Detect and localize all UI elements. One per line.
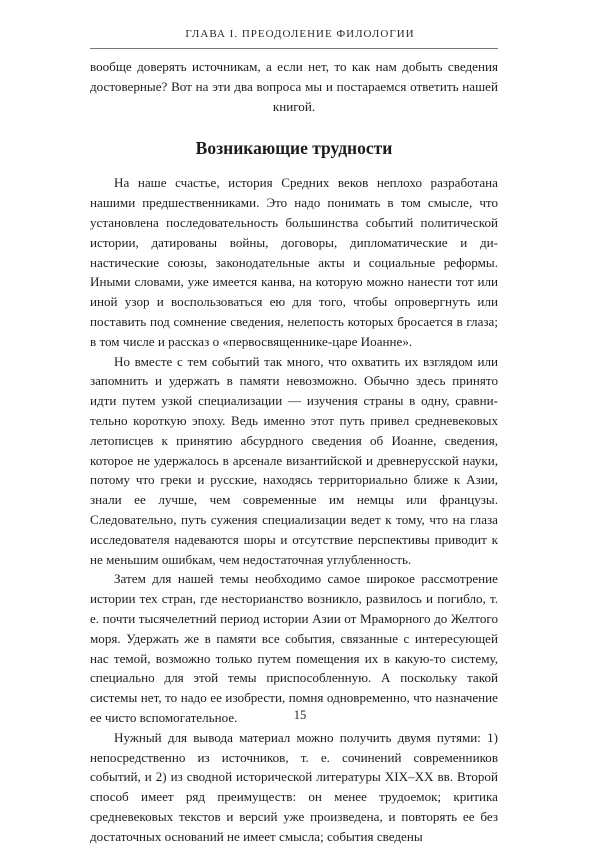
body-paragraph: Затем для нашей темы необходимо самое широкое рассмотрение истории тех стран, где несторианство возникло, развилось и погибло, т. е. почти тысячелетний период истории Азии от Мраморного до Желтого моря. Удержать же в памяти все события, связанные с интересующей нас темой, возможно только путем помещения их в какую-то систему, специально для этой темы приспособленную. А поскольку такой системы нет, то надо ее изобрести, помня одновременно, что назначение ее чисто вспомогательное. xyxy=(90,571,498,725)
section-heading: Возникающие трудности xyxy=(195,138,393,159)
body-paragraph: Нужный для вывода материал можно получить двумя путями: 1) непосредственно из источников, т. е. сочинений современников событий, и 2) из сводной исторической литературы XIX–XX вв. Второй способ имеет ряд преимуществ: он менее трудоемок; критика средневековых текстов и версий уже произведена, и повторять ее без достаточных оснований не имеет смысла; события сведены xyxy=(90,729,498,844)
page-number: 15 xyxy=(293,708,307,722)
running-header: ГЛАВА I. ПРЕОДОЛЕНИЕ ФИЛОЛОГИИ xyxy=(185,28,415,40)
body-paragraph: На наше счастье, история Средних веков неплохо разработана нашими предшественниками. Это надо понимать в том смысле, что установлена последовательность большинства событий политической истории, датированы войны, договоры, дипломатические и династические союзы, законодательные акты и социальные реформы. Иными словами, уже имеется канва, на которую можно нанести тот или иной узор и воспользоваться ею для того, чтобы опровергнуть или поставить под сомнение сведения, нелепость которых бросается в глаза; в том числе и рассказ о «первосвященнике-царе Иоанне». xyxy=(90,175,498,349)
intro-paragraph: вообще доверять источникам, а если нет, то как нам добыть сведения достоверные? Вот на эти два вопроса мы и постараемся ответить нашей книгой. xyxy=(90,59,498,114)
header-divider xyxy=(90,48,498,49)
page-body xyxy=(90,57,498,846)
body-paragraph: Но вместе с тем событий так много, что охватить их взглядом или запомнить и удержать в памяти невозможно. Обычно здесь принято идти путем узкой специализации — изучения страны в одну, сравнительно короткую эпоху. Ведь именно этот путь привел средневековых летописцев к принятию абсурдного сведения об Иоанне, сведения, которое не удержалось в арсенале византийской и древнерусской науки, потому что греки и русские, находясь территориально ближе к Азии, знали ее лучше, чем современные им немцы или французы. Следовательно, путь сужения специализации ведет к тому, что на глаза исследователя надеваются шоры и отсутствие перспективы приводит к не меньшим ошибкам, чем недостаточная углубленность. xyxy=(90,353,498,567)
